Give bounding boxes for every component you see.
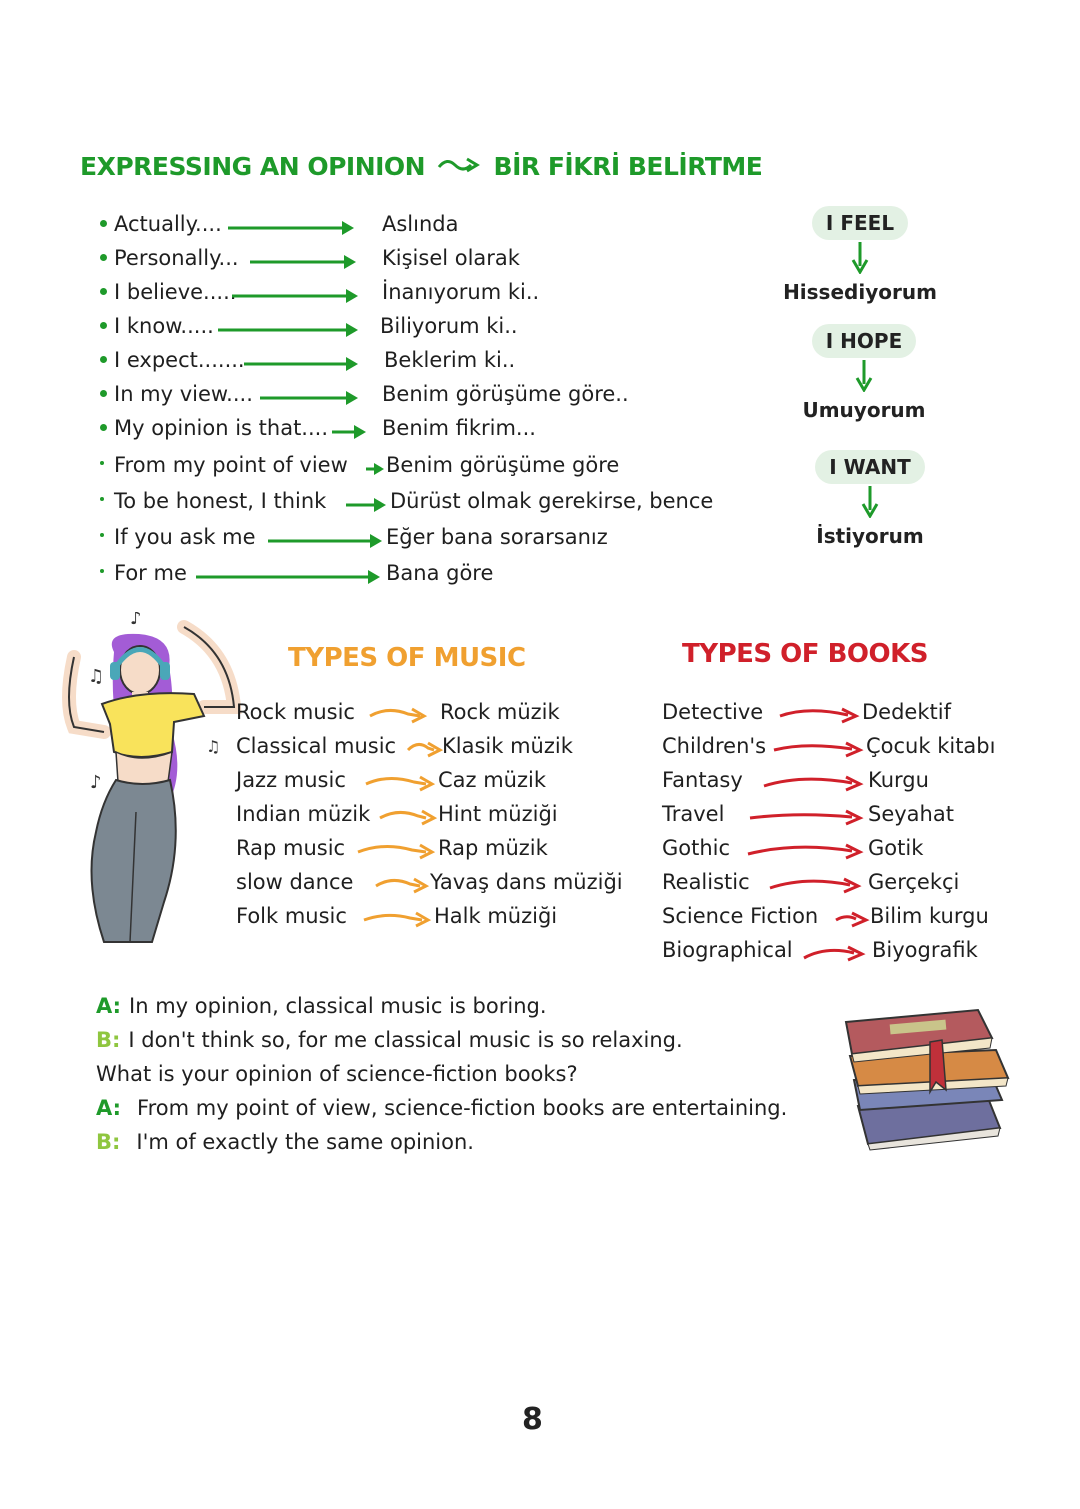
dialogue-text: What is your opinion of science-fiction books? (96, 1062, 578, 1086)
bullet-icon (100, 322, 107, 329)
arrow-icon (244, 354, 364, 374)
opinion-row (100, 348, 740, 382)
dialogue-text: I'm of exactly the same opinion. (136, 1130, 474, 1154)
bullet-icon (100, 288, 107, 295)
red-arrow-icon (834, 908, 870, 930)
opinion-title-en: EXPRESSING AN OPINION (80, 152, 426, 181)
arrow-icon (250, 252, 360, 272)
dialogue-line (96, 1096, 787, 1120)
music-title: TYPES OF MUSIC (288, 643, 526, 673)
red-arrow-icon (768, 874, 864, 896)
arrow-icon (218, 320, 363, 340)
book-tr: Biyografik (872, 938, 978, 962)
music-tr: Hint müziği (438, 802, 558, 826)
bullet-icon (100, 461, 104, 465)
svg-text:♫: ♫ (206, 737, 221, 756)
dialogue-text: I don't think so, for me classical music is so relaxing. (128, 1028, 683, 1052)
music-en: Classical music (236, 734, 397, 758)
speaker-label: B: (96, 1130, 121, 1154)
book-tr: Çocuk kitabı (866, 734, 996, 758)
opinion-row (100, 525, 740, 559)
book-en: Biographical (662, 938, 793, 962)
opinion-en: For me (114, 561, 187, 585)
book-tr: Dedektif (862, 700, 951, 724)
arrow-icon (232, 286, 362, 306)
orange-arrow-icon (368, 704, 428, 726)
opinion-row (100, 246, 740, 280)
book-stack-illustration (838, 1002, 1012, 1152)
orange-arrow-icon (356, 840, 438, 862)
orange-arrow-icon (362, 908, 434, 930)
book-tr: Gotik (868, 836, 924, 860)
music-tr: Rap müzik (438, 836, 548, 860)
down-arrow-icon (790, 484, 950, 522)
bullet-icon (100, 356, 107, 363)
dialogue-line (96, 994, 547, 1018)
feeling-pill: I WANT (815, 450, 924, 484)
book-en: Detective (662, 700, 764, 724)
opinion-row (100, 212, 740, 246)
opinion-row (100, 416, 740, 450)
music-en: Indian müzik (236, 802, 371, 826)
red-arrow-icon (802, 942, 868, 964)
down-arrow-icon (784, 358, 944, 396)
opinion-en: To be honest, I think (114, 489, 327, 513)
books-title: TYPES OF BOOKS (682, 639, 928, 669)
bullet-icon (100, 254, 107, 261)
speaker-label: B: (96, 1028, 121, 1052)
bullet-icon (100, 424, 107, 431)
music-tr: Klasik müzik (442, 734, 573, 758)
music-en: Rock music (236, 700, 355, 724)
orange-arrow-icon (406, 738, 444, 760)
opinion-en: In my view.... (114, 382, 253, 406)
opinion-tr: Benim görüşüme göre (386, 453, 620, 477)
book-tr: Gerçekçi (868, 870, 960, 894)
opinion-en: I expect....... (114, 348, 245, 372)
opinion-tr: Eğer bana sorarsanız (386, 525, 608, 549)
opinion-row (100, 280, 740, 314)
feeling-tr: Hissediyorum (783, 280, 937, 304)
music-en: Rap music (236, 836, 346, 860)
red-arrow-icon (746, 840, 866, 862)
music-tr: Halk müziği (434, 904, 558, 928)
music-tr: Caz müzik (438, 768, 547, 792)
opinion-title-tr: BİR FİKRİ BELİRTME (493, 152, 763, 181)
page-number: 8 (522, 1402, 543, 1437)
opinion-en: My opinion is that.... (114, 416, 329, 440)
svg-text:♫: ♫ (88, 666, 105, 687)
music-tr: Rock müzik (440, 700, 560, 724)
red-arrow-icon (772, 738, 866, 760)
bullet-icon (100, 569, 104, 573)
book-en: Realistic (662, 870, 750, 894)
opinion-tr: Dürüst olmak gerekirse, bence (390, 489, 714, 513)
feeling-tr: Umuyorum (802, 398, 926, 422)
music-en: Folk music (236, 904, 347, 928)
red-arrow-icon (778, 704, 862, 726)
opinion-row (100, 314, 740, 348)
opinion-tr: Kişisel olarak (382, 246, 520, 270)
svg-text:♪: ♪ (130, 612, 142, 629)
arrow-icon (260, 388, 364, 408)
dialogue-line (96, 1062, 578, 1086)
dialogue-text: From my point of view, science-fiction books are entertaining. (137, 1096, 788, 1120)
feeling-pill: I FEEL (812, 206, 908, 240)
arrow-icon (228, 218, 358, 238)
dialogue-line (96, 1028, 683, 1052)
opinion-en: If you ask me (114, 525, 256, 549)
book-tr: Bilim kurgu (870, 904, 989, 928)
red-arrow-icon (748, 806, 866, 828)
opinion-tr: İnanıyorum ki.. (382, 280, 540, 304)
speaker-label: A: (96, 1096, 122, 1120)
arrow-icon (268, 531, 388, 551)
orange-arrow-icon (374, 874, 432, 896)
speaker-label: A: (96, 994, 122, 1018)
music-en: Jazz music (236, 768, 346, 792)
book-tr: Kurgu (868, 768, 929, 792)
opinion-tr: Benim fikrim... (382, 416, 536, 440)
feeling-group (780, 206, 940, 304)
opinion-en: I believe..... (114, 280, 237, 304)
bullet-icon (100, 390, 107, 397)
opinion-tr: Biliyorum ki.. (380, 314, 518, 338)
book-en: Science Fiction (662, 904, 819, 928)
book-en: Travel (662, 802, 725, 826)
book-en: Fantasy (662, 768, 743, 792)
opinion-title (80, 152, 762, 181)
book-tr: Seyahat (868, 802, 954, 826)
opinion-row (100, 561, 740, 595)
arrow-icon (332, 422, 372, 442)
red-arrow-icon (762, 772, 866, 794)
opinion-en: I know..... (114, 314, 214, 338)
opinion-row (100, 382, 740, 416)
feeling-pill: I HOPE (812, 324, 916, 358)
opinion-en: From my point of view (114, 453, 348, 477)
opinion-tr: Benim görüşüme göre.. (382, 382, 629, 406)
bullet-icon (100, 497, 104, 501)
book-en: Gothic (662, 836, 731, 860)
opinion-en: Actually.... (114, 212, 222, 236)
orange-arrow-icon (378, 806, 438, 828)
opinion-tr: Beklerim ki.. (384, 348, 516, 372)
arrow-icon (196, 567, 386, 587)
dialogue-text: In my opinion, classical music is boring. (129, 994, 547, 1018)
feeling-group (784, 324, 944, 422)
feeling-tr: İstiyorum (816, 524, 924, 548)
bullet-icon (100, 533, 104, 537)
opinion-row (100, 453, 740, 487)
opinion-row (100, 489, 740, 523)
music-tr: Yavaş dans müziği (430, 870, 623, 894)
opinion-en: Personally... (114, 246, 239, 270)
music-en: slow dance (236, 870, 354, 894)
feeling-group (790, 450, 950, 548)
dialogue-line (96, 1130, 474, 1154)
dancing-girl-illustration (44, 612, 244, 952)
bullet-icon (100, 220, 107, 227)
orange-arrow-icon (364, 772, 438, 794)
squiggle-arrow-icon (437, 152, 481, 181)
opinion-tr: Aslında (382, 212, 459, 236)
down-arrow-icon (780, 240, 940, 278)
arrow-icon (366, 459, 388, 479)
book-en: Children's (662, 734, 767, 758)
arrow-icon (346, 495, 392, 515)
opinion-tr: Bana göre (386, 561, 494, 585)
svg-text:♪: ♪ (90, 772, 102, 793)
